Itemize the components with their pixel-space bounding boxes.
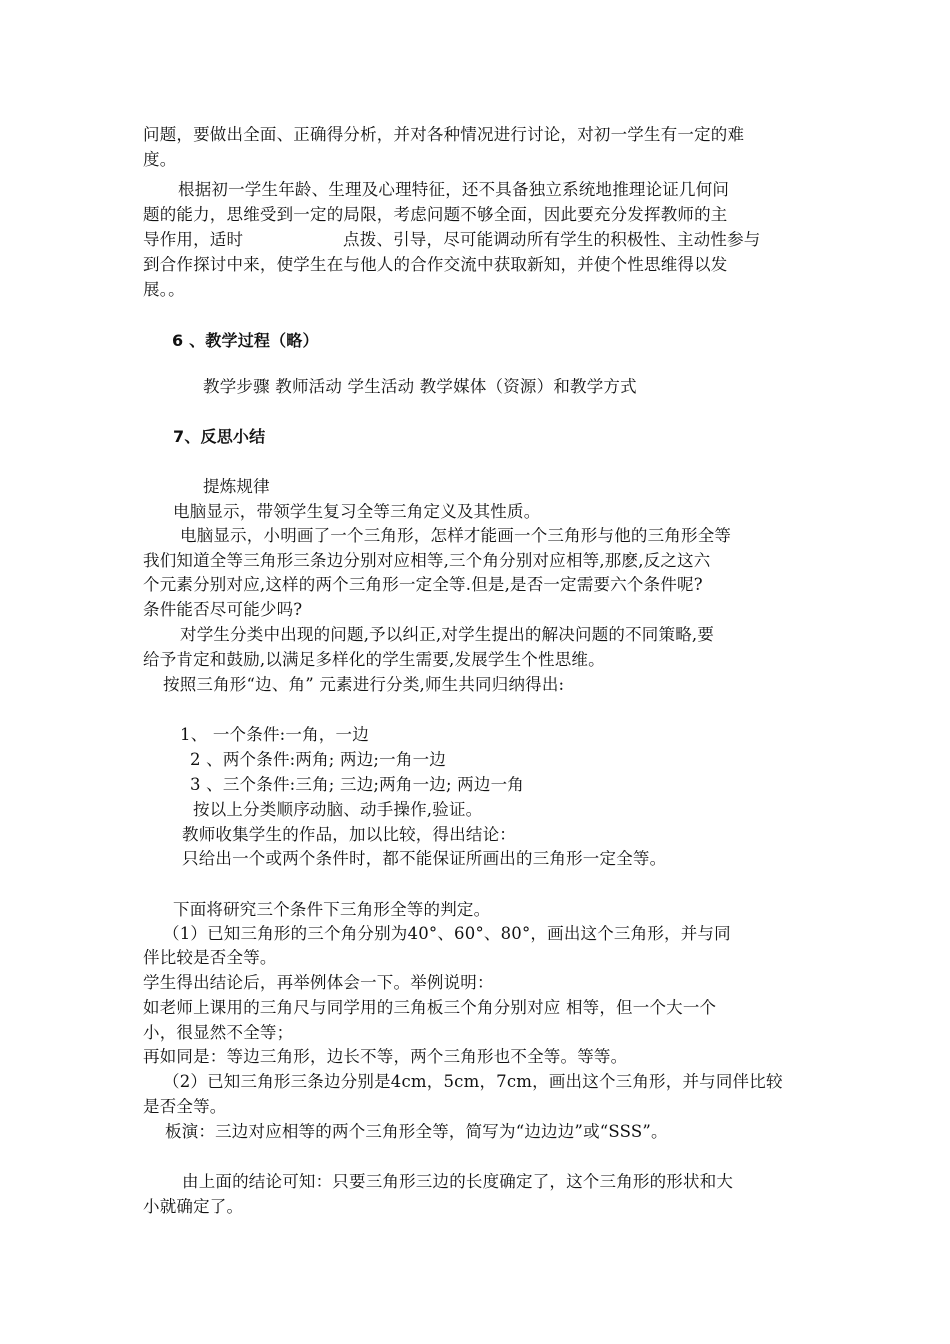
text-line: 对学生分类中出现的问题,予以纠正,对学生提出的解决问题的不同策略,要 bbox=[180, 625, 715, 644]
text-line: 我们知道全等三角形三条边分别对应相等,三个角分别对应相等,那麽,反之这六 bbox=[143, 551, 711, 570]
text-line: 按照三角形“边、角” 元素进行分类,师生共同归纳得出: bbox=[163, 675, 565, 694]
text-line: 是否全等。 bbox=[143, 1097, 227, 1116]
text-line: 按以上分类顺序动脑、动手操作,验证。 bbox=[193, 800, 483, 819]
text-line: 电脑显示，小明画了一个三角形，怎样才能画一个三角形与他的三角形全等 bbox=[180, 526, 732, 545]
text-line: 教学步骤 教师活动 学生活动 教学媒体（资源）和教学方式 bbox=[203, 377, 637, 396]
text-line: 展。。 bbox=[143, 280, 185, 299]
text-line: 学生得出结论后，再举例体会一下。举例说明： bbox=[143, 973, 494, 992]
text-line: 电脑显示，带领学生复习全等三角定义及其性质。 bbox=[173, 502, 541, 521]
text-line: 问题，要做出全面、正确得分析，并对各种情况进行讨论，对初一学生有一定的难 bbox=[143, 125, 745, 144]
text-line: 题的能力，思维受到一定的局限，考虑问题不够全面，因此要充分发挥教师的主 bbox=[143, 205, 728, 224]
text-line: 小就确定了。 bbox=[143, 1197, 244, 1216]
text-line: 条件能否尽可能少吗? bbox=[143, 600, 303, 619]
text-line: 度。 bbox=[143, 150, 177, 169]
list-item: 3 、三个条件:三角; 三边;两角一边; 两边一角 bbox=[190, 775, 524, 794]
text-line: 点拨、引导，尽可能调动所有学生的积极性、主动性参与 bbox=[343, 230, 761, 249]
text-line: 板演：三边对应相等的两个三角形全等，简写为“边边边”或“SSS”。 bbox=[165, 1122, 668, 1141]
text-line: 提炼规律 bbox=[203, 477, 270, 496]
text-line: 导作用，适时 bbox=[143, 230, 244, 249]
text-line: 个元素分别对应,这样的两个三角形一定全等.但是,是否一定需要六个条件呢? bbox=[143, 575, 703, 594]
text-line: （2）已知三角形三条边分别是4cm，5cm，7cm，画出这个三角形，并与同伴比较 bbox=[163, 1072, 783, 1091]
text-line: 给予肯定和鼓励,以满足多样化的学生需要,发展学生个性思维。 bbox=[143, 650, 605, 669]
text-line: （1）已知三角形的三个角分别为40°、60°、80°，画出这个三角形，并与同 bbox=[163, 924, 731, 943]
text-line: 教师收集学生的作品，加以比较，得出结论： bbox=[182, 825, 516, 844]
text-line: 如老师上课用的三角尺与同学用的三角板三个角分别对应 相等，但一个大一个 bbox=[143, 998, 717, 1017]
text-line: 由上面的结论可知：只要三角形三边的长度确定了，这个三角形的形状和大 bbox=[182, 1172, 734, 1191]
text-line: 小，很显然不全等； bbox=[143, 1023, 294, 1042]
section-heading: 6 、教学过程（略） bbox=[172, 331, 319, 350]
list-item: 2 、两个条件:两角; 两边;一角一边 bbox=[190, 750, 446, 769]
section-heading: 7、反思小结 bbox=[173, 427, 266, 446]
text-line: 下面将研究三个条件下三角形全等的判定。 bbox=[173, 900, 491, 919]
text-line: 根据初一学生年龄、生理及心理特征，还不具备独立系统地推理论证几何问 bbox=[178, 180, 730, 199]
text-line: 只给出一个或两个条件时，都不能保证所画出的三角形一定全等。 bbox=[182, 849, 667, 868]
text-line: 到合作探讨中来，使学生在与他人的合作交流中获取新知，并使个性思维得以发 bbox=[143, 255, 728, 274]
text-line: 伴比较是否全等。 bbox=[143, 948, 277, 967]
text-line: 再如同是：等边三角形，边长不等，两个三角形也不全等。等等。 bbox=[143, 1047, 628, 1066]
list-item: 1、 一个条件:一角，一边 bbox=[180, 725, 369, 744]
